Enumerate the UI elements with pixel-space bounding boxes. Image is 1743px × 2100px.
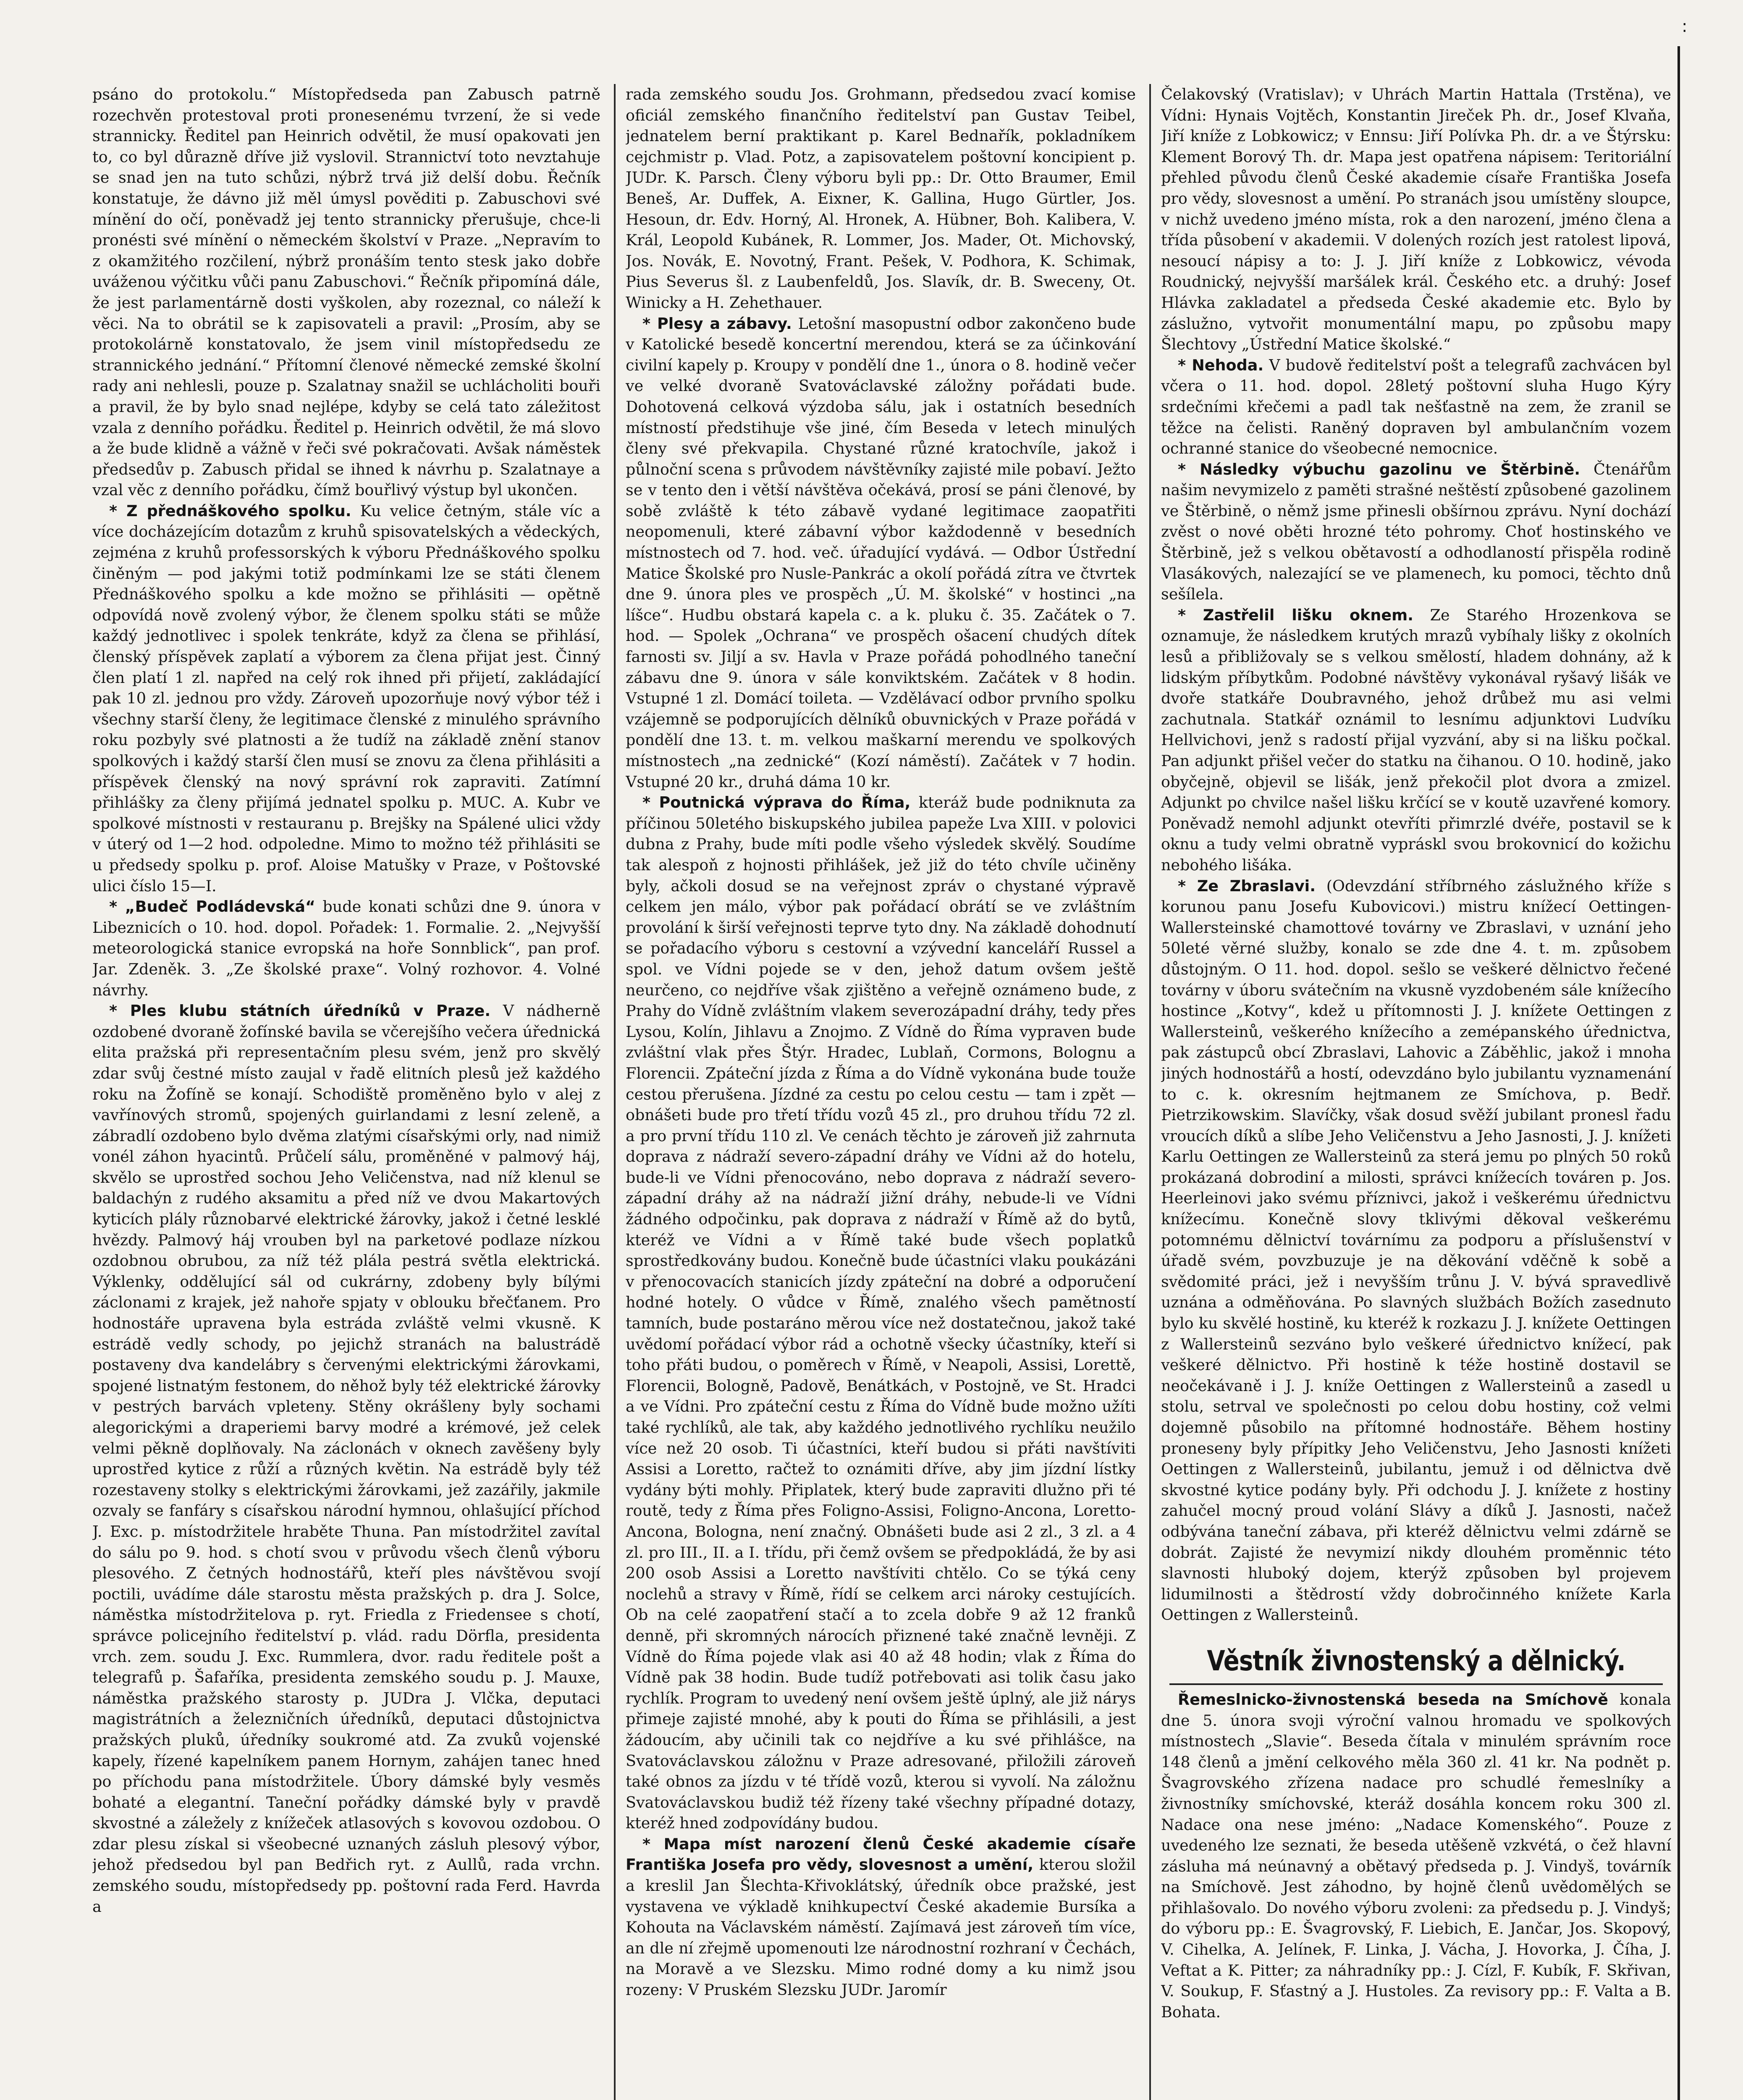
article-text: Čelakovský (Vratislav); v Uhrách Martin Hattala (Trstěna), ve Vídni: Hynais Vojtěch, Konstantin Jireček Ph. dr., Josef Klvaňa, Jiří kníže z Lobkowicz; v Ennsu: Jiří Polívka Ph. dr. a ve Štýrsku: Klement Borový Th. dr. Mapa jest opatřena nápisem: Teritoriální přehled původu členů České akademie císaře Františka Josefa pro vědy, slovesnost a umění. Po stranách jsou umístěny sloupce, v nichž uvedeno jméno místa, rok a den narození, jméno člena a třída působení v akademii. V dolených rozích jest ratolest lipová, nesoucí nápisy a to: J. J. Jiří kníže z Lobkowicz, vévoda Roudnický, nejvyšší maršálek král. Českého etc. a druhý: Josef Hlávka zakladatel a předseda České akademie etc. Bylo by záslužno, vytvořit monumentální mapu, po způsobu mapy Šlechtovy „Ústřední Matice školské.“ bbox=[1161, 85, 1671, 354]
article-text: kteráž bude podniknuta za příčinou 50letého biskupského jubilea papeže Lva XIII. v polovici dubna z Prahy, bude míti podle všeho výsledek skvělý. Soudíme tak alespoň z hojnosti přihlášek, jež již do této chvíle učiněny byly, ačkoli dosud se na veřejnost zpráv o chystané výpravě celkem jen málo, výbor pak pořádací obrátí se ve zvláštním provolání k širší veřejnosti teprve tyto dny. Na základě dohodnutí se pořadacího výboru s cestovní a vzývední kanceláří Russel a spol. ve Vídni pojede se v den, jehož datum ovšem ještě neurčeno, co nejdříve však zjištěno a veřejně oznámeno bude, z Prahy do Vídně zvláštním vlakem severozápadní dráhy, tedy přes Lysou, Kolín, Jihlavu a Znojmo. Z Vídně do Říma vypraven bude zvláštní vlak přes Štýr. Hradec, Lublaň, Cormons, Bolognu a Florencii. Zpáteční jízda z Říma a do Vídně vykonána bude touže cestou přerušena. Jízdné za cestu po celou cestu — tam i zpět — obnášeti bude pro třetí třídu vozů 45 zl., pro druhou třídu 72 zl. a pro první třídu 110 zl. Ve cenách těchto je zároveň již zahrnuta doprava z nádraží severo-západní dráhy ve Vídni až do hotelu, bude-li ve Vídni přenocováno, nebo doprava z nádraží severo-západní dráhy až na nádraží jižní dráhy, nebude-li ve Vídni žádného odpočinku, pak doprava z nádraží v Římě až do bytů, kteréž ve Vídni a v Římě také bude všech poplatků sprostředkovány budou. Konečně bude účastníci vlaku poukázáni v přenocovacích stanicích jízdy zpáteční na dobré a odporučení hodné hotely. O vůdce v Římě, znalého všech pamětností tamních, bude postaráno měrou více než dostatečnou, jakož také uvědomí pořádací výbor rád a ochotně všecky účastníky, kteří si toho přáti budou, o poměrech v Římě, v Neapoli, Assisi, Lorettě, Florencii, Bologně, Padově, Benátkách, v Postojně, ve St. Hradci a ve Vídni. Pro zpáteční cestu z Říma do Vídně bude možno užíti také rychlíků, ale tak, aby každého jednotlivého rychlíku neužilo více než 20 osob. Ti účastníci, kteří budou si přáti navštíviti Assisi a Loretto, račtež to oznámiti dříve, aby jim jízdní lístky vydány býti mohly. Připlatek, který bude zapraviti dlužno při té routě, tedy z Říma přes Foligno-Assisi, Foligno-Ancona, Loretto-Ancona, Bologna, není značný. Obnášeti bude asi 2 zl., 3 zl. a 4 zl. pro III., II. a I. třídu, při čemž ovšem se předpokládá, že by asi 200 osob Assisi a Loretto navštíviti chtělo. Co se týká ceny noclehů a stravy v Římě, řídí se celkem arci nároky cestujících. Ob na celé zaopatření stačí a to zcela dobře 9 až 12 franků denně, při skromných nárocích přiznené také značně levněji. Z Vídně do Říma pojede vlak asi 40 až 48 hodin; vlak z Říma do Vídně pak 38 hodin. Bude tudíž potřebovati asi tolik času jako rychlík. Program to uvedený není ovšem ještě úplný, ale již nárys přimeje zajisté mnohé, aby k pouti do Říma se přihlásili, a jest žádoucím, aby učinili tak co nejdříve a ku své přihlášce, na Svatováclavskou záložnu v Praze adresované, přiložili zároveň také obnos za jízdu v té třídě vozů, kterou si vyvolí. Na záložnu Svatováclavskou budiž též řízeny také všechny případné dotazy, kteréž hned zodpovídány budou. bbox=[626, 793, 1136, 1832]
article-heading: * Ples klubu státních úředníků v Praze. bbox=[109, 1002, 491, 1020]
corner-mark-top-right: : bbox=[1682, 17, 1688, 36]
article-paragraph bbox=[92, 501, 600, 896]
article-heading: * Mapa míst narození členů České akademie císaře Františka Josefa pro vědy, slovesnost a umění, bbox=[626, 1835, 1136, 1874]
article-text: (Odevzdání stříbrného záslužného kříže s korunou panu Josefu Kubovicovi.) mistru knížecí Oettingen-Wallersteinské chamottové továrny ve Zbraslavi, v uznání jeho 50leté věrné služby, konalo se zde dne 4. t. m. způsobem důstojným. O 11. hod. dopol. sešlo se veškeré dělnictvo řečené továrny v úboru svátečním na vkusně vyzdobeném sále knížecího hostince „Kotvy“, kdež u přítomnosti J. J. knížete Oettingen z Wallersteinů, veškerého knížecího a zemépanského úřednictva, pak zástupců obcí Zbraslavi, Lahovic a Záběhlic, jakož i mnoha jiných hodnostářů a hostí, odevzdáno bylo jubilantu vyznamenání to c. k. okresním hejtmanem ze Smíchova, p. Bedř. Pietrzikowskim. Slavíčky, však dosud svěží jubilant pronesl řadu vroucích díků a slíbe Jeho Veličenstvu a Jeho Jasnosti, J. J. knížeti Karlu Oettingen ze Wallersteinů za sterá jemu po plných 50 roků prokázaná dobrodiní a milosti, správci knížecích továren p. Jos. Heerleinovi jako svému příznivci, jakož i veškerému úřednictvu knížecímu. Konečně slovy tklivými děkoval veškerému potomnému dělnictví továrnímu za podporu a příslušenství v úřadě svém, povzbuzuje je na děkování vděčně k sobě a svědomité práci, jež i nevyšším trůnu J. V. bývá spravedlivě uznána a odměňována. Po slavných službách Božích zasednuto bylo ku skvělé hostině, ku kteréž k rozkazu J. J. knížete Oettingen z Wallersteinů sezváno bylo veškeré úřednictvo knížecí, pak veškeré dělnictvo. Při hostině k téže hostině dostavil se neočekávaně i J. J. kníže Oettingen z Wallersteinů a zasedl u stolu, setrval ve společnosti po celou dobu hostiny, což velmi dojemně působilo na přítomné hodnostáře. Během hostiny proneseny byly přípitky Jeho Veličenstvu, Jeho Jasnosti knížeti Oettingen z Wallersteinů, jubilantu, jemuž i od dělnictva dvě skvostné kytice podány byly. Při odchodu J. J. knížete z hostiny zahučel mocný proud volání Slávy a díků J. Jasnosti, načež odbývána taneční zábava, při kteréž dělnictvu velmi zdárně se dobrát. Zajisté že nevymizí nikdy dlouhém proměnnic této slavnosti hluboký dojem, kterýž způsoben byl projevem lidumilnosti a štědrostí vždy dobročinného knížete Karla Oettingen z Wallersteinů. bbox=[1161, 877, 1671, 1624]
article-heading: * Nehoda. bbox=[1178, 356, 1264, 374]
article-paragraph bbox=[1161, 355, 1671, 459]
article-heading: * „Budeč Podládevská“ bbox=[109, 898, 315, 916]
article-paragraph bbox=[1161, 1689, 1671, 2023]
article-paragraph bbox=[1161, 459, 1671, 605]
article-text: kterou složil a kreslil Jan Šlechta-Křivoklátský, úředník obce pražské, jest vystavena ve výkladě knihkupectví České akademie Bursíka a Kohouta na Václavském náměstí. Zajímavá jest zároveň tím více, an dle ní zřejmě upomenouti lze národnostní rozhraní v Čechách, na Moravě a ve Slezsku. Mimo rodné domy a ku nimž jsou rozeny: V Pruském Slezsku JUDr. Jaromír bbox=[626, 1856, 1136, 1999]
article-paragraph bbox=[1161, 605, 1671, 876]
article-paragraph bbox=[92, 896, 600, 1000]
section-title: Věstník živnostenský a dělnický. bbox=[1207, 1644, 1625, 1677]
article-text: Ze Starého Hrozenkova se oznamuje, že následkem krutých mrazů vybíhaly lišky z okolních lesů a přibližovaly se s velkou smělostí, hladem dohnány, až k lidským příbytkům. Podobné návštěvy vykonával ryšavý lišák ve dvoře statkáře Doubravného, jehož drůbež mu asi velmi zachutnala. Statkář oznámil to lesnímu adjunktovi Ludvíku Hellvichovi, jenž s radostí přijal vyzvání, aby si na lišku počkal. Pan adjunkt přišel večer do statku na čihanou. O 10. hodině, jako obyčejně, objevil se lišák, jenž překočil plot dvora a zmizel. Adjunkt po chvilce našel lišku krčící se v koutě uzavřené komory. Poněvadž nemohl adjunkt otevříti přimrzlé dvéře, postavil se k oknu a tudy velmi obratně vypráskl svou brokovnicí do kožichu nebohého lišáka. bbox=[1161, 606, 1671, 874]
article-heading: * Zastřelil lišku oknem. bbox=[1178, 606, 1413, 624]
article-heading: * Ze Zbraslavi. bbox=[1178, 877, 1316, 895]
article-text: konala dne 5. února svoji výroční valnou hromadu ve spolkových místnostech „Slavie“. Beseda čítala v minulém správním roce 148 členů a jmění celkového měla 360 zl. 41 kr. Na podnět p. Švagrovského zřízena nadace pro schudlé řemeslníky a živnostníky smíchovské, kteráž dosáhla koncem roku 300 zl. Nadace ona nese jméno: „Nadace Komenského“. Pouze z uvedeného lze seznati, že beseda utěšeně vzkvétá, o čež hlavní zásluha má neúnavný a obětavý předseda p. J. Vindyš, továrník na Smíchově. Jest záhodno, by hojně členů uvědomělých se přihlašovalo. Do nového výboru zvoleni: za předsedu p. J. Vindyš; do výboru pp.: E. Švagrovský, F. Liebich, E. Jančar, Jos. Skopový, V. Cihelka, A. Jelínek, F. Linka, J. Vácha, J. Hovorka, J. Číha, J. Veftat a K. Pitter; za náhradníky pp.: J. Cízl, F. Kubík, F. Skřivan, V. Soukup, F. Sťastný a J. Hustoles. Za revisory pp.: F. Valta a B. Bohata. bbox=[1161, 1690, 1671, 2021]
article-paragraph bbox=[626, 1834, 1136, 2000]
article-heading: * Následky výbuchu gazolinu ve Štěrbině. bbox=[1178, 460, 1580, 478]
article-heading: Řemeslnicko-živnostenská beseda na Smíchově bbox=[1178, 1690, 1608, 1709]
article-heading: * Plesy a zábavy. bbox=[642, 314, 792, 333]
column-3 bbox=[1161, 84, 1671, 2100]
section-rule bbox=[1169, 1683, 1663, 1685]
article-text: Čtenářům našim nevymizelo z paměti strašné neštěstí způsobené gazolinem ve Štěrbině, o němž jsme přinesli obšírnou zprávu. Nyní dochází zvěst o nové oběti hrozné této pohromy. Choť hostinského ve Štěrbině, jež s velkou obětavostí a odhodlaností přispěla rodině Vlasákových, nalezající se ve plamenech, ku pomoci, těchto dnů sešílela. bbox=[1161, 460, 1671, 604]
article-paragraph bbox=[92, 84, 600, 501]
article-text: bude konati schůzi dne 9. února v Libeznicích o 10. hod. dopol. Pořadek: 1. Formalie. 2. „Nejvyšší meteorologická stanice evropská na hoře Sonnblick“, pan prof. Jar. Zdeněk. 3. „Ze školské praxe“. Volný rozhovor. 4. Volné návrhy. bbox=[92, 898, 600, 999]
article-text: V nádherně ozdobené dvoraně žofínské bavila se včerejšího večera úřednická elita pražská při representačním plesu svém, jenž pro skvělý zdar svůj čestné místo zaujal v řadě elitních plesů jež každého roku na Žofíně se konají. Schodiště proměněno bylo v alej z vavřínových stromů, spojených guirlandami z lesní zeleně, a zábradlí ozdobeno bylo dvěma zlatými císařskými orly, nad nimiž vonél záhon hyacintů. Průčelí sálu, proměněné v palmový háj, skvělo se uprostřed sochou Jeho Veličenstva, nad níž klenul se baldachýn z rudého aksamitu a před níž ve dvou Makartových kyticích plály různobarvé elektrické žárovky, jakož i četné lesklé hvězdy. Palmový háj vrouben byl na parketové podlaze nízkou ozdobnou obrubou, za níž též plála pestrá světla elektrická. Výklenky, oddělující sál od cukrárny, zdobeny byly bílými záclonami z krajek, jež nahoře spjaty v oblouku břečťanem. Pro hodnostáře upravena byla estráda zvláště velmi vkusně. K estrádě vedly schody, po jejichž stranách na balustrádě postaveny dva kandelábry s červenými elektrickými žárovkami, spojené listnatým festonem, do něhož byly též elektrické žárovky v pestrých barvách vpleteny. Stěny okrášleny byly sochami alegorickými a draperiemi barvy modré a krémové, jež celek velmi pěkně doplňovaly. Na záclonách v oknech zavěšeny byly uprostřed kytice z růží a různých květin. Na estrádě byly též rozestaveny stolky s elektrickými žárovkami, jež zazářily, jakmile ozvaly se fanfáry s císařskou národní hymnou, ohlašující příchod J. Exc. p. místodržitele hraběte Thuna. Pan místodržitel zavítal do sálu po 9. hod. s chotí svou v průvodu všech členů výboru plesového. Z četných hodnostářů, kteří ples návštěvou svojí poctili, uvádíme dále starostu města pražských p. dra J. Solce, náměstka místodržitelova p. ryt. Friedla z Friedensee s chotí, správce policejního ředitelství p. vlád. radu Dörfla, presidenta vrch. zem. soudu J. Exc. Rummlera, dvor. radu ředitele pošt a telegrafů p. Šafaříka, presidenta zemského soudu p. J. Mauxe, náměstka pražského starosty p. JUDra J. Vlčka, deputaci magistrátních a železničních úředníků, deputaci důstojnictva pražských pluků, úředníky soukromé atd. Za zvuků vojenské kapely, řízené kapelníkem panem Hornym, zahájen tanec hned po příchodu pana místodržitele. Úbory dámské byly vesměs bohaté a elegantní. Taneční pořádky dámské byly v pravdě skvostné a záležely z knížeček atlasových s kovovou ozdobou. O zdar plesu získal si všeobecné uznaných zásluh plesový výbor, jehož předsedou byl pan Bedřich ryt. z Aullů, rada vrchn. zemského soudu, místopředsedy pp. poštovní rada Ferd. Havrda a bbox=[92, 1002, 600, 1916]
article-paragraph bbox=[1161, 876, 1671, 1625]
article-text: Letošní masopustní odbor zakončeno bude v Katolické besedě koncertní merendou, která se za účinkování civilní kapely p. Kroupy v pondělí dne 1., února o 8. hodině večer ve velké dvoraně Svatováclavské záložny pořádati bude. Dohotovená celková výzdoba sálu, jak i ostatních besedních místností předstihuje vše jiné, čím Beseda v letech minulých členy své překvapila. Chystané různé kratochvíle, jakož i půlnoční scena s průvodem návštěvníky zajisté mile pobaví. Ježto se v tento den i větší návštěva očekává, prosí se páni členové, by sobě zvláště k této zábavě vydané legitimace zaopatřiti neopomenuli, které zábavní výbor každodenně v besedních místnostech od 7. hod. več. úřadující vydává. — Odbor Ústřední Matice Školské pro Nusle-Pankrác a okolí pořádá zítra ve čtvrtek dne 9. února ples ve prospěch „Ú. M. školské“ v hostinci „na líšce“. Hudbu obstará kapela c. a k. pluku č. 35. Začátek o 7. hod. — Spolek „Ochrana“ ve prospěch ošacení chudých dítek farnosti sv. Jiljí a sv. Havla v Praze pořádá pohodlného taneční zábavu dne 9. února v sále konviktském. Začátek v 8 hodin. Vstupné 1 zl. Domácí toileta. — Vzdělávací odbor prvního spolku vzájemně se podporujících dělníků obuvnických v Praze pořádá v pondělí dne 13. t. m. velkou maškarní merendu ve spolkových místnostech „na zednické“ (Kozí náměstí). Začátek v 7 hodin. Vstupné 20 kr., druhá dáma 10 kr. bbox=[626, 314, 1136, 791]
article-text: rada zemského soudu Jos. Grohmann, předsedou zvací komise oficiál zemského finančního ředitelství pan Gustav Teibel, jednatelem berní praktikant p. Karel Bednařík, pokladníkem cejchmistr p. Vlad. Potz, a zapisovatelem poštovní koncipient p. JUDr. K. Parsch. Členy výboru byli pp.: Dr. Otto Braumer, Emil Beneš, Ar. Duffek, A. Eixner, K. Gallina, Hugo Gürtler, Jos. Hesoun, dr. Edv. Horný, Al. Hronek, A. Hübner, Boh. Kalibera, V. Král, Leopold Kubánek, R. Lommer, Jos. Mader, Ot. Michovský, Jos. Novák, E. Novotný, Frant. Pešek, V. Podhora, K. Schimak, Pius Severus šl. z Laubenfeldů, Jos. Slavík, dr. B. Sweceny, Ot. Winicky a H. Zehethauer. bbox=[626, 85, 1136, 312]
article-paragraph bbox=[626, 792, 1136, 1834]
column-1 bbox=[92, 84, 600, 2100]
article-text: psáno do protokolu.“ Místopředseda pan Zabusch patrně rozechvěn protestoval proti pronesenému tvrzení, že si vede strannicky. Ředitel pan Heinrich odvětil, že musí opakovati jen to, co byl důrazně dříve již vyslovil. Strannictví toto nevztahuje se snad jen na tuto schůzi, nýbrž trvá již delší dobu. Řečník konstatuje, že dávno již měl úmysl pověditi p. Zabuschovi své mínění do očí, poněvadž jej tento strannicky přerušuje, chce-li pronésti své mínění o německém školství v Praze. „Nepravím to z okamžitého rozčilení, nýbrž pronáším tento stesk jako dobře uváženou výčitku vůči panu Zabuschovi.“ Řečník připomíná dále, že jest parlamentárně dosti vyškolen, aby rozeznal, co náleží k věci. Na to obrátil se k zapisovateli a pravil: „Prosím, aby se protokolárně konstatovalo, že jsem vinil místopředsedu ze strannického jednání.“ Přítomní členové německé zemské školní rady ani nehlesli, pouze p. Szalatnay snažil se uchlácholiti bouři a pravil, že by bylo snad nejlépe, kdyby se celá tato záležitost vzala z denního pořádku. Ředitel p. Heinrich odvětil, že má slovo a že bude klidně a vážně v řeči své pokračovati. Avšak náměstek předsedův p. Zabusch přidal se ihned k návrhu p. Szalatnaye a vzal věc z denního pořádku, čímž bouřlivý výstup byl ukončen. bbox=[92, 85, 600, 499]
column-2 bbox=[626, 84, 1136, 2100]
article-heading: * Z přednáškového spolku. bbox=[109, 501, 351, 520]
article-paragraph bbox=[1161, 84, 1671, 355]
article-paragraph bbox=[92, 1000, 600, 1917]
article-text: Ku velice četným, stále víc a více docházejícím dotazům z kruhů spisovatelských a vědeckých, zejména z kruhů professorských k výboru Přednáškového spolku činěným — pod jakými totiž podmínkami lze se státi členem Přednáškového spolku a kde možno se přihlásiti — opětně odpovídá nově zvolený výbor, že členem spolku státi se může každý jednotlivec i spolek tenkráte, když za člena se přihlásí, členský příspěvek zaplatí a výborem za člena přijat jest. Činný člen platí 1 zl. napřed na celý rok ihned při přijetí, zakládající pak 10 zl. jednou pro vždy. Zároveň upozorňuje nový výbor též i všechny starší členy, že legitimace členské z minulého správního roku pozbyly své platnosti a že tudíž na základě znění stanov spolkových i každý starší člen musí se znovu za člena přihlásiti a příspěvek členský na nový správní rok zapraviti. Zatímní přihlášky za členy přijímá jednatel spolku p. MUC. A. Kubr ve spolkové místnosti v restauranu p. Brejšky na Spálené ulici vždy v úterý od 1—2 hod. odpoledne. Mimo to možno též přihlásiti se u předsedy spolku p. prof. Aloise Matušky v Praze, v Poštovské ulici číslo 15—I. bbox=[92, 501, 600, 895]
article-text: V budově ředitelství pošt a telegrafů zachvácen byl včera o 11. hod. dopol. 28letý poštovní sluha Hugo Kýry srdečními křečemi a padl tak nešťastně na zem, že zranil se těžce na čelisti. Raněný dopraven byl ambulančním vozem ochranné stanice do všeobecné nemocnice. bbox=[1161, 356, 1671, 458]
article-paragraph bbox=[626, 84, 1136, 313]
page-edge-rule bbox=[1677, 46, 1680, 2100]
newspaper-page bbox=[92, 84, 1671, 2100]
article-heading: * Poutnická výprava do Říma, bbox=[642, 793, 911, 812]
article-paragraph bbox=[626, 313, 1136, 793]
